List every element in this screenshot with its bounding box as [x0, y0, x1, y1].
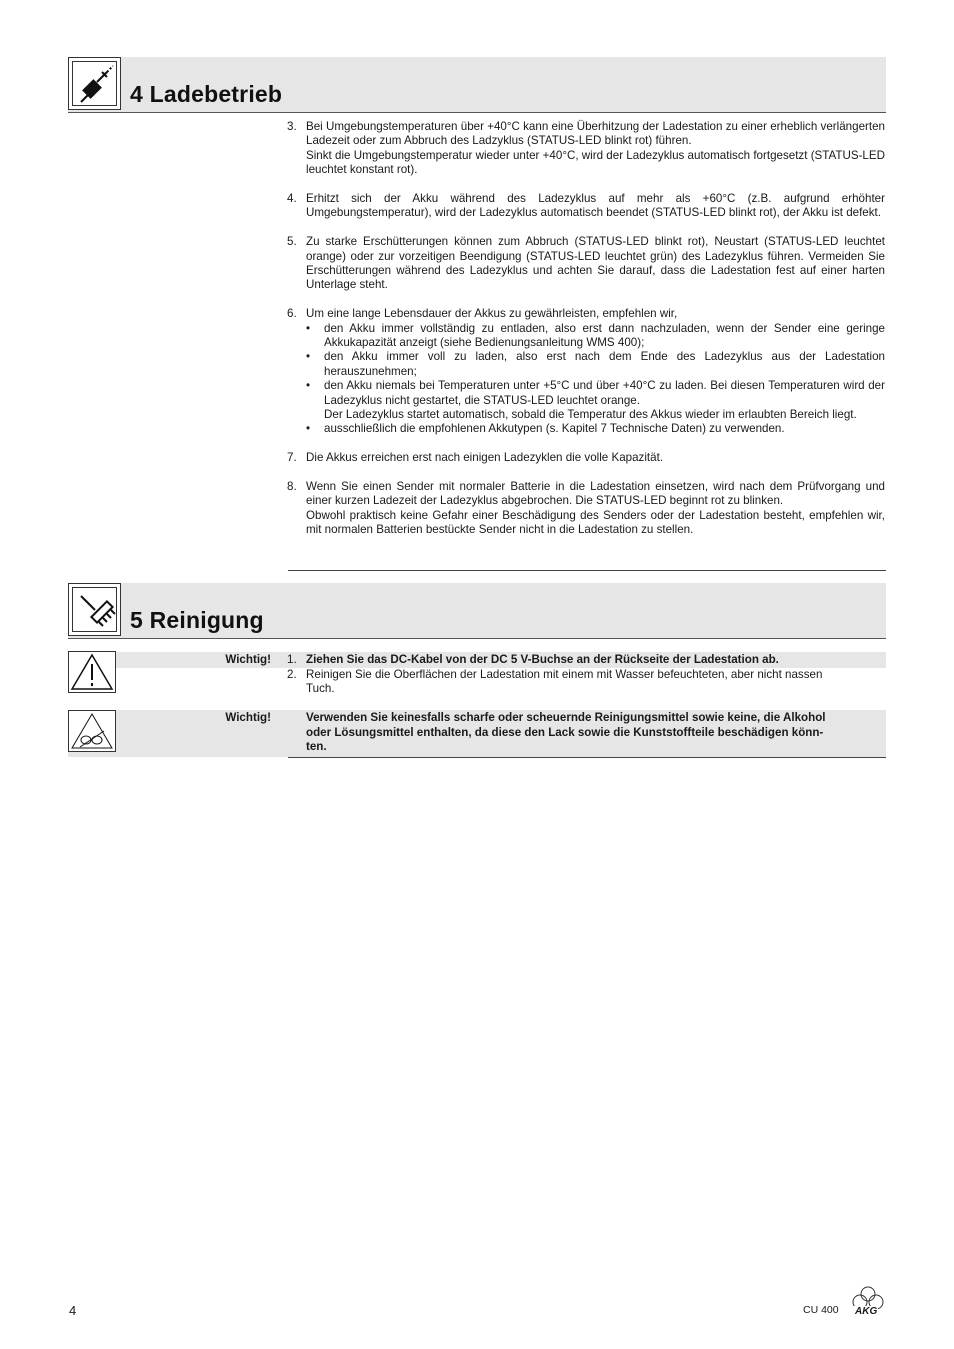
list-item: 5. Zu starke Erschütterungen können zum Abbruch (STATUS-LED blinkt rot), Neustart (STATUS-LED leuchtet orange) oder zur vorzeitigen Beendigung (STATUS-LED leuchtet grün) des Ladezyklus führen. Vermeiden Sie Erschütterungen während des Ladezyklus und achten Sie darauf, dass die Ladestation fest auf einer harten Unterlage steht. [287, 235, 885, 292]
section-4-end-rule [288, 570, 886, 571]
list-item: 4. Erhitzt sich der Akku während des Ladezyklus auf mehr als +60°C (z.B. aufgrund erhöhter Umgebungstemperatur), wird der Ladezyklus automatisch beendet (STATUS-LED blinkt rot), der Akku ist defekt. [287, 192, 885, 220]
no-alcohol-triangle-icon [68, 710, 116, 752]
list-item: 6. Um eine lange Lebensdauer der Akkus zu gewährleisten, empfehlen wir, • den Akku immer vollständig zu entladen, also erst dann nachzuladen, wenn der Sender eine geringe Akkukapazität anzeigt (siehe Bedienungsanleitung WMS 400); • den Akku immer voll zu laden, also erst nach dem Ende des Ladezyklus aus der Ladestation herauszunehmen; • den Akku niemals bei Temperaturen unter +5°C und über +40°C zu laden. Bei diesen Temperaturen wird der Ladezyklus nicht gestartet, die STATUS-LED leuchtet orange. Der Ladezyklus startet automatisch, sobald die Temperatur des Akkus wieder im erlaubten Bereich liegt. • ausschließlich die empfohlenen Akkutypen (s. Kapitel 7 Technische Daten) zu verwenden. [287, 307, 885, 436]
warning-1-item-1: Ziehen Sie das DC-Kabel von der DC 5 V-Buchse an der Rückseite der Ladestation ab. [306, 653, 779, 666]
model-label: CU 400 [803, 1304, 839, 1316]
warning-1-label: Wichtig! [225, 653, 271, 666]
list-item: 7. Die Akkus erreichen erst nach einigen Ladezyklen die volle Kapazität. [287, 451, 664, 465]
warning-2-label: Wichtig! [225, 711, 271, 724]
bullet-item: • ausschließlich die empfohlenen Akkutypen (s. Kapitel 7 Technische Daten) zu verwenden. [306, 422, 785, 436]
section-4-header [68, 57, 886, 113]
warning-triangle-icon [68, 651, 116, 693]
plug-icon [68, 57, 121, 110]
akg-logo [848, 1284, 888, 1320]
bullet-item: • den Akku immer voll zu laden, also erst nach dem Ende des Ladezyklus aus der Ladestation herauszunehmen; [306, 350, 885, 378]
list-item: 3. Bei Umgebungstemperaturen über +40°C kann eine Überhitzung der Ladestation zu einer erheblich verlängerten Ladezeit oder zum Abbruch des Ladzyklus (STATUS-LED blinkt rot) führen. Sinkt die Umgebungstemperatur wieder unter +40°C, wird der Ladezyklus automatisch fortgesetzt (STATUS-LED leuchtet konstant rot). [287, 120, 885, 177]
bullet-item: • den Akku niemals bei Temperaturen unter +5°C und über +40°C zu laden. Bei diesen Temperaturen wird der Ladezyklus nicht gestartet, die STATUS-LED leuchtet orange. Der Ladezyklus startet automatisch, sobald die Temperatur des Akkus wieder im erlaubten Bereich liegt. [306, 379, 885, 422]
warning-1-item-2: Reinigen Sie die Oberflächen der Ladestation mit einem mit Wasser befeuchteten, aber nicht nassen [306, 668, 823, 681]
bullet-item: • den Akku immer vollständig zu entladen, also erst dann nachzuladen, wenn der Sender eine geringe Akkukapazität anzeigt (siehe Bedienungsanleitung WMS 400); [306, 321, 885, 350]
charging-notes-list [287, 120, 885, 538]
list-item: 8. Wenn Sie einen Sender mit normaler Batterie in die Ladestation einsetzen, wird nach dem Prüfvorgang und einer kurzen Ladezeit der Ladezyklus abgebrochen. Die STATUS-LED beginnt rot zu blinken. Obwohl praktisch keine Gefahr einer Beschädigung des Senders oder der Ladestation besteht, empfehlen wir, mit normalen Batterien bestückte Sender nicht in die Ladestation zu stellen. [287, 480, 885, 537]
section-5-end-rule [288, 757, 886, 758]
section-5-title: 5 Reinigung [130, 607, 264, 633]
brush-icon [68, 583, 121, 636]
section-4-title: 4 Ladebetrieb [130, 81, 283, 107]
section-5-header [68, 583, 886, 639]
page-number: 4 [69, 1303, 77, 1318]
warning-2-text: Verwenden Sie keinesfalls scharfe oder scheuernde Reinigungsmittel sowie keine, die Alkohol [306, 711, 826, 724]
brand-label: AKG [855, 1306, 878, 1317]
